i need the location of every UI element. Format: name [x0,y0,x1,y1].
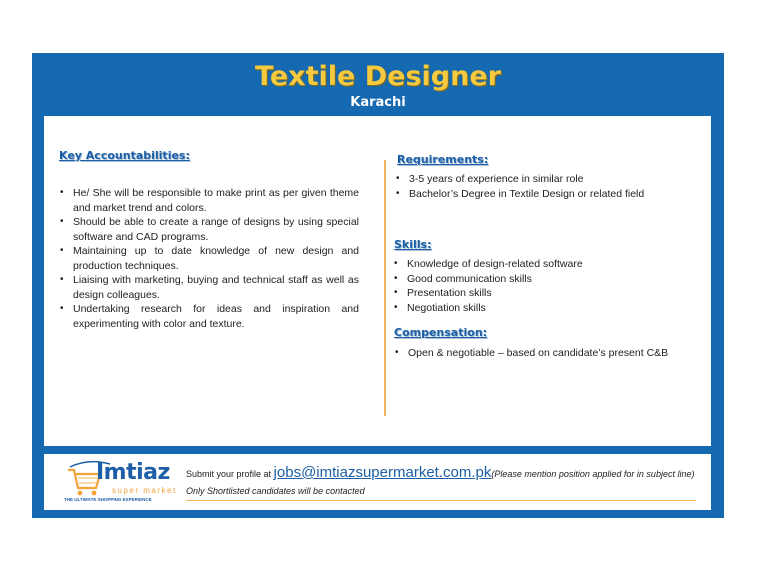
submit-profile-line [186,464,694,481]
email-note: (Please mention position applied for in subject line) [491,469,695,479]
submit-prefix: Submit your profile at [186,469,274,479]
list-item: • Bachelor’s Degree in Textile Design or related field [395,187,705,202]
key-accountabilities-heading: Key Accountabilities: [59,149,190,162]
list-item: • 3-5 years of experience in similar role [395,172,705,187]
key-accountabilities-list [59,186,359,331]
content-panel [44,116,711,446]
list-item: • Presentation skills [393,286,703,301]
requirements-list [395,172,705,201]
list-item: • Liaising with marketing, buying and technical staff as well as design colleagues. [59,273,359,302]
email-link[interactable]: jobs@imtiazsupermarket.com.pk [273,464,492,481]
column-divider [384,160,386,416]
requirements-heading: Requirements: [397,153,489,166]
footer-panel [44,454,711,510]
imtiaz-logo [64,458,182,506]
footer-divider [186,500,696,501]
shortlist-note: Only Shortlisted candidates will be contacted [186,486,365,496]
list-item: • Knowledge of design-related software [393,257,703,272]
list-item: • Negotiation skills [393,301,703,316]
skills-heading: Skills: [394,238,432,251]
list-item: • Good communication skills [393,272,703,287]
logo-wordmark: Imtiaz [96,460,170,485]
logo-tagline: THE ULTIMATE SHOPPING EXPERIENCE [64,497,152,502]
compensation-heading: Compensation: [394,326,488,339]
logo-subtitle: super market [112,486,177,495]
list-item: • Undertaking research for ideas and inspiration and experimenting with color and texture. [59,302,359,331]
job-location: Karachi [350,95,406,110]
skills-list [393,257,703,315]
compensation-list [394,346,704,361]
list-item: • He/ She will be responsible to make print as per given theme and market trend and colors. [59,186,359,215]
list-item: • Should be able to create a range of designs by using special software and CAD programs. [59,215,359,244]
job-title: Textile Designer [255,61,501,92]
list-item: • Maintaining up to date knowledge of new design and production techniques. [59,244,359,273]
job-post-card [32,53,724,518]
list-item: • Open & negotiable – based on candidate’s present C&B [394,346,704,361]
